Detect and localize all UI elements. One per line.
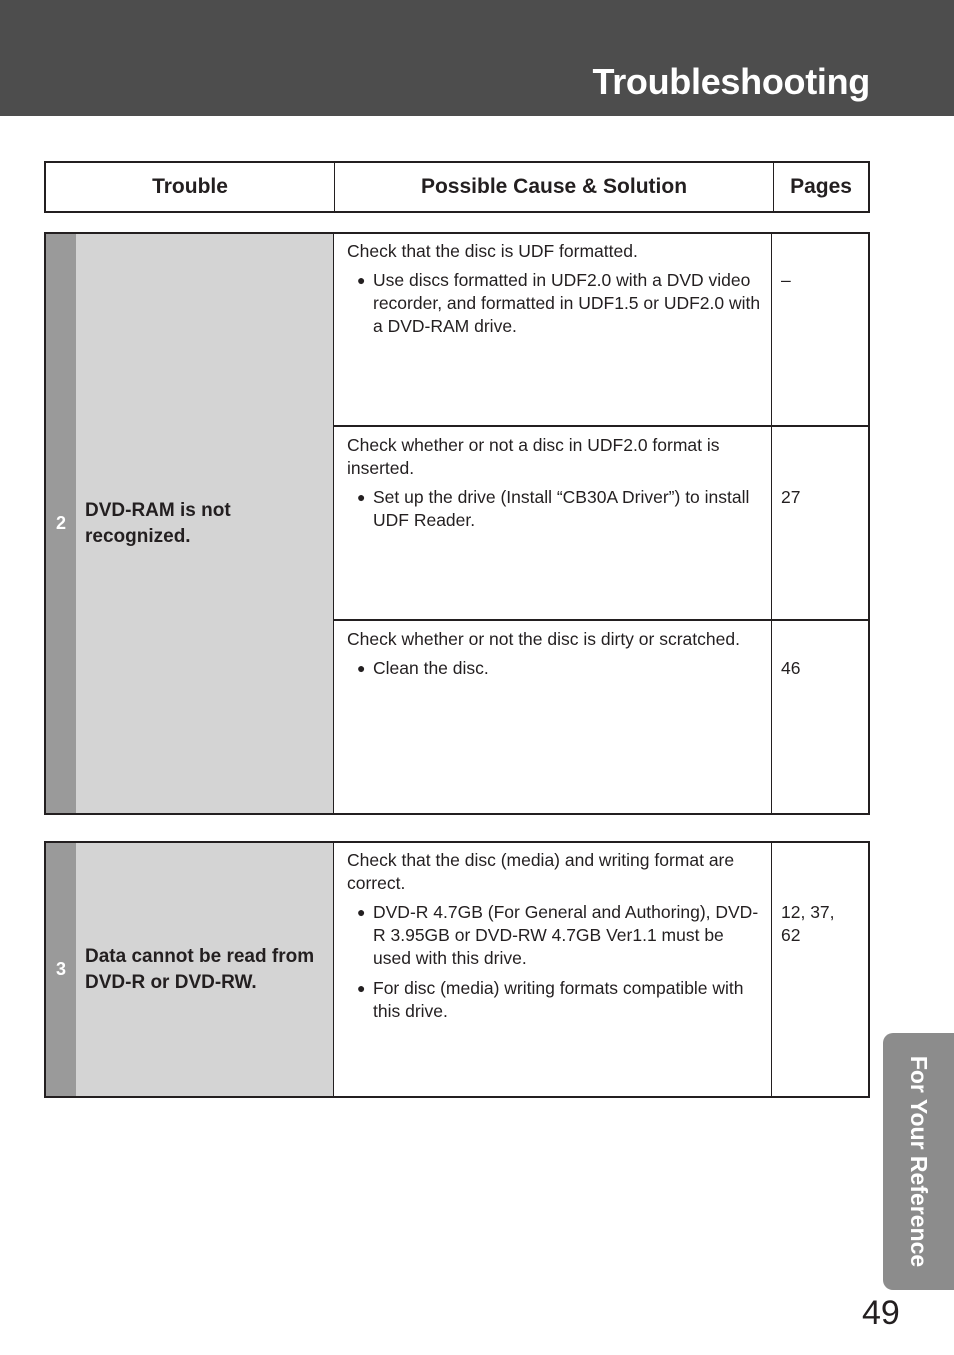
section-tab-label: For Your Reference	[906, 1055, 933, 1268]
solution-bullet	[347, 977, 765, 1023]
solution-bullet	[347, 486, 765, 532]
section-tab-label-wrap	[883, 1033, 954, 1290]
bullet-icon: ●	[357, 272, 366, 288]
bullet-icon: ●	[357, 660, 366, 676]
trouble-text: DVD-RAM is not recognized.	[85, 499, 231, 547]
cause-text: Check whether or not a disc in UDF2.0 format is inserted.	[347, 435, 720, 478]
solution-rows	[334, 234, 868, 813]
solution-bullet	[347, 901, 765, 970]
solution-text: Clean the disc.	[373, 658, 489, 678]
table-row	[334, 621, 868, 813]
cause-cell	[334, 234, 772, 425]
solution-bullet	[347, 269, 765, 338]
cause-cell	[334, 427, 772, 619]
pages-cell: –	[781, 270, 791, 290]
pages-cell: 27	[781, 487, 801, 507]
solution-text: For disc (media) writing formats compatible with this drive.	[373, 978, 744, 1021]
trouble-number: 3	[46, 843, 76, 1096]
pages-cell: 46	[781, 658, 801, 678]
table-row	[334, 427, 868, 621]
column-header-cause: Possible Cause & Solution	[335, 163, 774, 211]
solution-rows	[334, 843, 868, 1096]
pages-cell: 12, 37, 62	[781, 902, 835, 945]
trouble-text: Data cannot be read from DVD-R or DVD-RW.	[85, 945, 315, 993]
bullet-icon: ●	[357, 489, 366, 505]
cause-text: Check that the disc is UDF formatted.	[347, 241, 638, 261]
solution-bullet	[347, 657, 765, 680]
trouble-number: 2	[46, 234, 76, 813]
cause-text: Check that the disc (media) and writing format are correct.	[347, 850, 735, 893]
solution-text: DVD-R 4.7GB (For General and Authoring), DVD-R 3.95GB or DVD-RW 4.7GB Ver1.1 must be used with this drive.	[373, 902, 759, 968]
bullet-icon: ●	[357, 980, 366, 996]
column-header-pages: Pages	[790, 175, 852, 198]
solution-text: Set up the drive (Install “CB30A Driver”) to install UDF Reader.	[373, 487, 750, 530]
table-row	[334, 234, 868, 427]
trouble-description	[76, 843, 334, 1096]
cause-text: Check whether or not the disc is dirty or scratched.	[347, 629, 740, 649]
page-number: 49	[862, 1294, 900, 1332]
solution-text: Use discs formatted in UDF2.0 with a DVD video recorder, and formatted in UDF1.5 or UDF2.0 with a DVD-RAM drive.	[373, 270, 761, 336]
bullet-icon: ●	[357, 904, 366, 920]
table-row	[334, 843, 868, 1096]
trouble-description	[76, 234, 334, 813]
table-header	[44, 161, 870, 213]
cause-cell	[334, 621, 772, 813]
trouble-block-2	[44, 232, 870, 815]
trouble-block-3	[44, 841, 870, 1098]
column-header-trouble: Trouble	[46, 163, 335, 211]
cause-cell	[334, 843, 772, 1096]
page-title: Troubleshooting	[592, 61, 870, 102]
